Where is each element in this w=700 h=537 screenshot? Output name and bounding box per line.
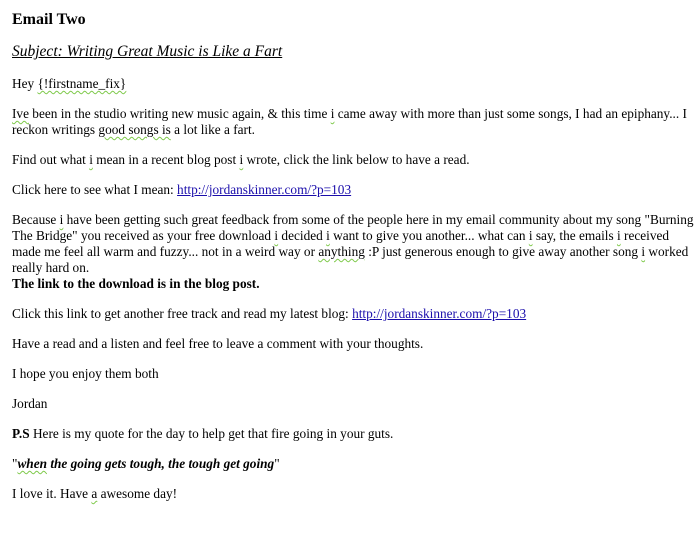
- text-segment: Here is my quote for the day to help get that fire going in your guts.: [29, 426, 394, 441]
- text-segment: :P just generous enough to give away another song: [364, 244, 642, 259]
- text-segment: Click this link to get another free track and read my latest blog:: [12, 306, 353, 321]
- greeting-text: Hey: [12, 76, 38, 91]
- paragraph-find-out: [12, 152, 700, 168]
- latest-blog-link[interactable]: http://jordanskinner.com/?p=103: [352, 306, 527, 321]
- greeting-paragraph: [12, 76, 700, 92]
- text-segment: Find out what: [12, 152, 90, 167]
- text-segment: have been getting such great feedback from some of the people here in my email community about my song "Burning The Bridge" you received as your free download: [12, 212, 694, 243]
- text-segment: received made me feel all warm and fuzzy... not in a weird way or: [12, 228, 670, 259]
- quote-of-the-day: [12, 456, 700, 472]
- text-segment: awesome day!: [97, 486, 178, 501]
- download-note: The link to the download is in the blog post.: [12, 276, 260, 291]
- quote-open-mark: ": [12, 456, 18, 471]
- spellcheck-word: i: [89, 152, 93, 167]
- spellcheck-word: Ive: [12, 106, 29, 121]
- email-heading: Email Two: [12, 11, 86, 28]
- quote-text: the going gets tough, the tough get going: [47, 456, 275, 471]
- text-segment: want to give you another... what can: [329, 228, 529, 243]
- text-segment: came away with more than just some songs, I had an epiphany... I reckon writings: [12, 106, 687, 137]
- firstname-placeholder: {!firstname_fix}: [37, 76, 127, 91]
- spellcheck-word: i: [59, 212, 64, 227]
- text-segment: worked really hard on.: [12, 244, 689, 275]
- text-segment: mean in a recent blog post: [92, 152, 240, 167]
- spellcheck-word: i: [641, 244, 646, 259]
- text-segment: wrote, click the link below to have a read.: [243, 152, 470, 167]
- paragraph-have-a-read: Have a read and a listen and feel free to leave a comment with your thoughts.: [12, 336, 424, 351]
- spellcheck-word: good songs is: [98, 122, 171, 137]
- paragraph-closing: [12, 486, 700, 502]
- spellcheck-word: i: [239, 152, 244, 167]
- paragraph-click-here: [12, 182, 700, 198]
- spellcheck-word: i: [528, 228, 533, 243]
- spellcheck-word: i: [326, 228, 330, 243]
- blog-post-link[interactable]: http://jordanskinner.com/?p=103: [177, 182, 352, 197]
- spellcheck-word: anything: [318, 244, 365, 259]
- spellcheck-word: a: [91, 486, 98, 501]
- text-segment: been in the studio writing new music again, & this time: [28, 106, 331, 121]
- paragraph-click-this-link: [12, 306, 700, 322]
- text-segment: I love it. Have: [12, 486, 92, 501]
- spellcheck-word: i: [330, 106, 335, 121]
- spellcheck-word: i: [274, 228, 279, 243]
- paragraph-hope-you-enjoy: I hope you enjoy them both: [12, 366, 159, 381]
- text-segment: a lot like a fart.: [170, 122, 256, 137]
- paragraph-ps: [12, 426, 700, 442]
- spellcheck-word: when: [17, 456, 47, 471]
- paragraph-because: [12, 212, 700, 276]
- text-segment: Because: [12, 212, 60, 227]
- email-subject: Subject: Writing Great Music is Like a Fart: [12, 43, 283, 60]
- signature-name: Jordan: [12, 396, 48, 411]
- spellcheck-word: i: [616, 228, 621, 243]
- quote-close-mark: ": [274, 456, 280, 471]
- text-segment: say, the emails: [532, 228, 617, 243]
- paragraph-epiphany: [12, 106, 700, 138]
- text-segment: Click here to see what I mean:: [12, 182, 178, 197]
- text-segment: decided: [278, 228, 327, 243]
- ps-label: P.S: [12, 426, 30, 441]
